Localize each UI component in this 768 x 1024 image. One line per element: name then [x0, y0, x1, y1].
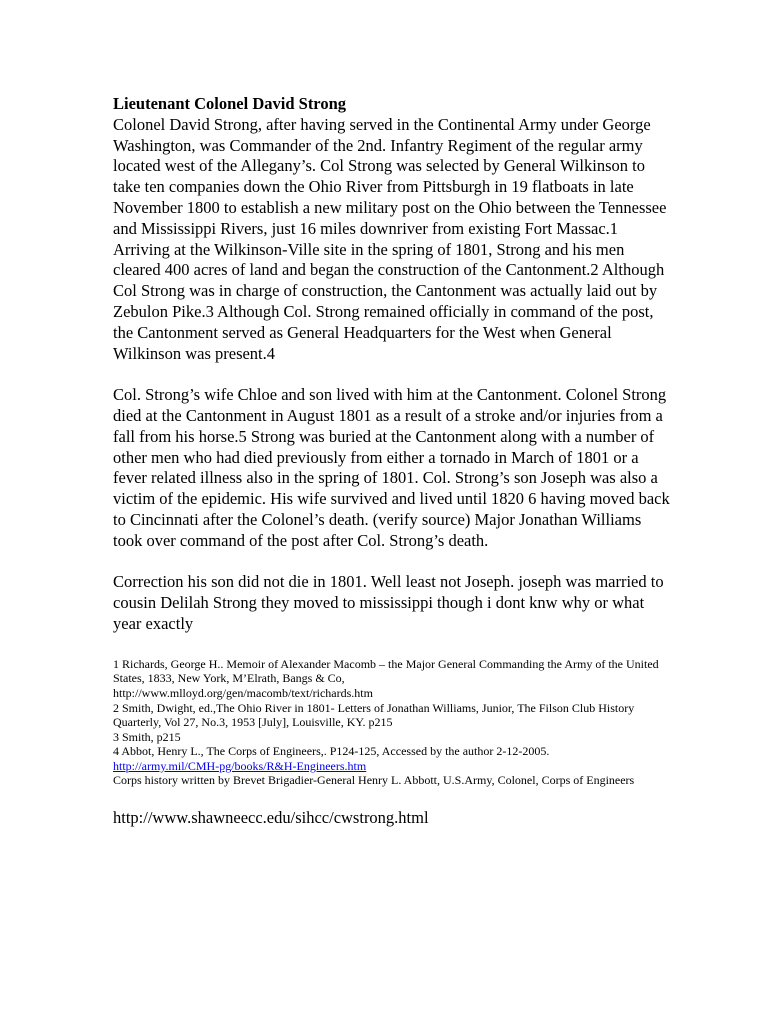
document-title: Lieutenant Colonel David Strong: [113, 94, 347, 113]
document-page: [113, 94, 673, 829]
paragraph-1: Colonel David Strong, after having served in the Continental Army under George Washington, was Commander of the 2nd. Infantry Regiment of the regular army located west of the Allegany’s. Col Strong was selected by General Wilkinson to take ten companies down the Ohio River from Pittsburgh in 19 flatboats in late November 1800 to establish a new military post on the Ohio between the Tennessee and Mississippi Rivers, just 16 miles downriver from existing Fort Massac.1 Arriving at the Wilkinson-Ville site in the spring of 1801, Strong and his men cleared 400 acres of land and began the construction of the Cantonment.2 Although Col Strong was in charge of construction, the Cantonment was actually laid out by Zebulon Pike.3 Although Col. Strong remained officially in command of the post, the Cantonment served as General Headquarters for the West when General Wilkinson was present.4: [113, 114, 667, 363]
footnote-4: 4 Abbot, Henry L., The Corps of Engineers,. P124-125, Accessed by the author 2-12-2005.: [113, 744, 550, 759]
footnote-1-url: http://www.mlloyd.org/gen/macomb/text/richards.htm: [113, 685, 373, 700]
paragraph-3: Correction his son did not die in 1801. Well least not Joseph. joseph was married to cousin Delilah Strong they moved to mississippi though i dont knw why or what year exactly: [113, 572, 664, 633]
source-url: http://www.shawneecc.edu/sihcc/cwstrong.html: [113, 808, 429, 828]
footnotes: [113, 657, 673, 788]
footnote-2: 2 Smith, Dwight, ed.,The Ohio River in 1801- Letters of Jonathan Williams, Junior, The Filson Club History Quarterly, Vol 27, No.3, 1953 [July], Louisville, KY. p215: [113, 700, 635, 730]
paragraph-2: Col. Strong’s wife Chloe and son lived with him at the Cantonment. Colonel Strong died at the Cantonment in August 1801 as a result of a stroke and/or injuries from a fall from his horse.5 Strong was buried at the Cantonment along with a number of other men who had died previously from either a tornado in March of 1801 or a fever related illness also in the spring of 1801. Col. Strong’s son Joseph was also a victim of the epidemic. His wife survived and lived until 1820 6 having moved back to Cincinnati after the Colonel’s death. (verify source) Major Jonathan Williams took over command of the post after Col. Strong’s death.: [113, 385, 670, 550]
footnote-4-link[interactable]: http://army.mil/CMH-pg/books/R&H-Engineers.htm: [113, 758, 367, 773]
footnote-1: 1 Richards, George H.. Memoir of Alexander Macomb – the Major General Commanding the Army of the United States, 1833, New York, M’Elrath, Bangs & Co,: [113, 656, 659, 686]
footnote-4-note: Corps history written by Brevet Brigadier-General Henry L. Abbott, U.S.Army, Colonel, Corps of Engineers: [113, 773, 635, 788]
footnote-3: 3 Smith, p215: [113, 729, 181, 744]
